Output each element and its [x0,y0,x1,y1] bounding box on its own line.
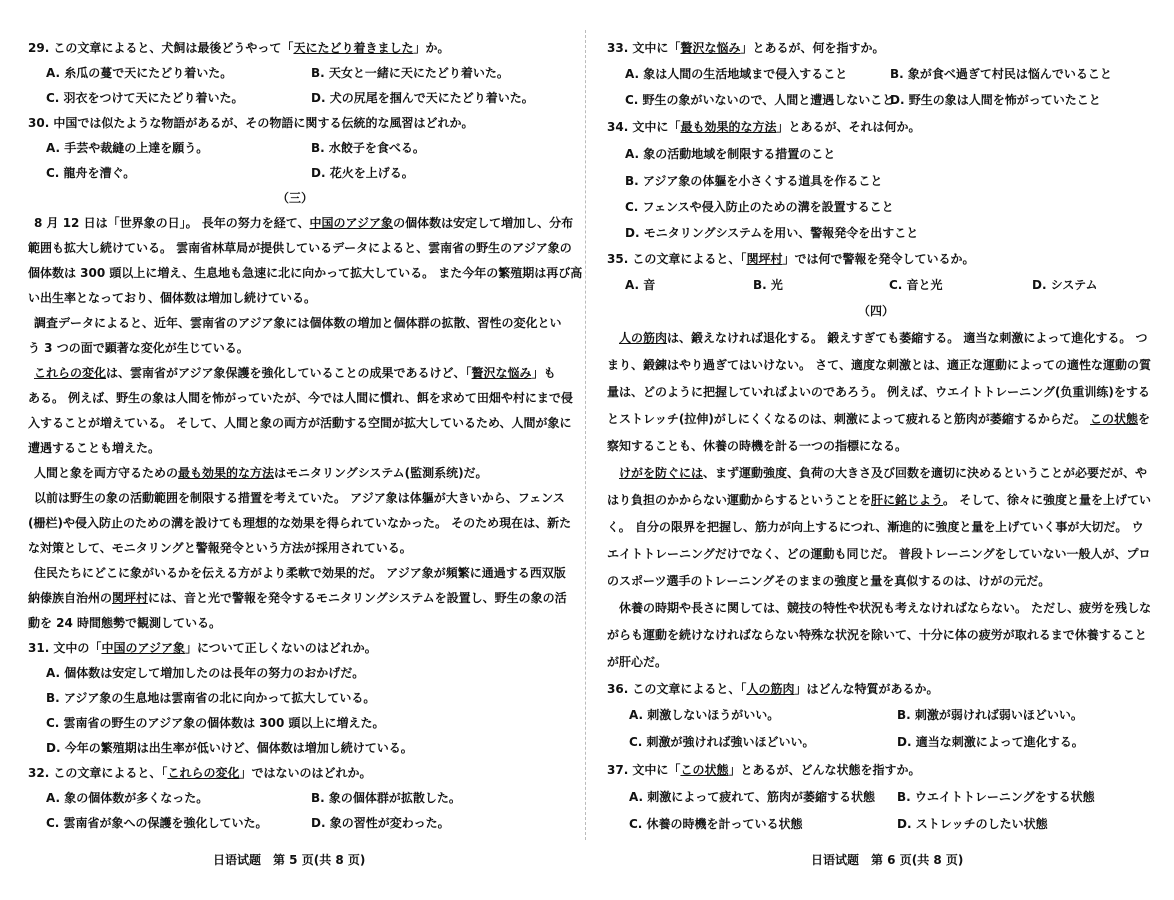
q32-option-d: D. 象の習性が変わった。 [311,816,450,830]
q37-option-c: C. 休養の時機を計っている状態 [629,817,803,831]
passage-line: のスポーツ選手のトレーニングそのままの強度と量を真似するのは、けがの元だ。 [607,574,1051,588]
q31-option-d: D. 今年の繁殖期は出生率が低いけど、個体数は増加し続けている。 [46,741,413,755]
question-37: 37. 文中に「この状態」とあるが、どんな状態を指すか。 [607,763,921,777]
q37-option-d: D. ストレッチのしたい状態 [897,817,1048,831]
q34-option-a: A. 象の活動地域を制限する措置のこと [625,147,836,161]
passage-line: 量は、どのように把握していればよいのであろう。 例えば、ウエイトトレーニング(负重训练)をする [607,385,1150,399]
q30-option-c: C. 龍舟を漕ぐ。 [46,166,136,180]
passage-line: ある。 例えば、野生の象は人間を怖がっていたが、今では人間に慣れ、餌を求めて田畑や村にまで侵 [28,391,573,405]
passage-line: 察知することも、休養の時機を計る一つの指標になる。 [607,439,908,453]
q33-option-c: C. 野生の象がいないので、人間と遭遇しないこと [625,93,895,107]
passage-line: 入することが増えている。 そして、人間と象の両方が活動する空間が拡大しているため、人間が象に [28,416,572,430]
passage-line: く。 自分の限界を把握し、筋力が向上するにつれ、漸進的に強度と量を上げていく事が大切だ。 ウ [607,520,1144,534]
q29-option-b: B. 天女と一緒に天にたどり着いた。 [311,66,509,80]
section-heading-3: （三） [276,191,313,205]
page-divider [585,30,586,840]
passage-line: エイトトレーニングだけでなく、どの運動も同じだ。 普段トレーニングをしていない一般人が、プロ [607,547,1151,561]
section-heading-4: （四） [857,304,894,318]
question-33: 33. 文中に「贅沢な悩み」とあるが、何を指すか。 [607,41,885,55]
passage-line: 納傣族自治州の関坪村には、音と光で警報を発令するモニタリングシステムを設置し、野生の象の活 [28,591,567,605]
q30-option-a: A. 手芸や裁縫の上達を願う。 [46,141,209,155]
q34-option-d: D. モニタリングシステムを用い、警報発令を出すこと [625,226,919,240]
question-35: 35. この文章によると、「関坪村」では何で警報を発令しているか。 [607,252,975,266]
passage-line: 休養の時期や長さに関しては、競技の特性や状況も考えなければならない。 ただし、疲労を残しな [619,601,1152,615]
q35-option-d: D. システム [1032,278,1098,292]
q30-option-d: D. 花火を上げる。 [311,166,414,180]
q32-option-b: B. 象の個体群が拡散した。 [311,791,461,805]
passage-line: まり、鍛錬はやり過ぎてはいけない。 さて、適度な刺激とは、適正な運動によっての適性な運動の質 [607,358,1151,372]
passage-line: 調査データによると、近年、雲南省のアジア象には個体数の増加と個体群の拡散、習性の変化とい [34,316,562,330]
q37-option-b: B. ウエイトトレーニングをする状態 [897,790,1095,804]
passage-line: これらの変化は、雲南省がアジア象保護を強化していることの成果であるけど、「贅沢な悩み」も [34,366,556,380]
q29-option-a: A. 糸瓜の蔓で天にたどり着いた。 [46,66,233,80]
q35-option-b: B. 光 [753,278,783,292]
q35-option-c: C. 音と光 [889,278,943,292]
q37-option-a: A. 刺激によって疲れて、筋肉が萎縮する状態 [629,790,876,804]
passage-line: はり負担のかからない運動からするということを肝に銘じよう。 そして、徐々に強度と量を上げてい [607,493,1151,507]
page-footer-left: 日语试题 第 5 页(共 8 页) [213,853,366,867]
q33-option-d: D. 野生の象は人間を怖がっていたこと [890,93,1101,107]
passage-line: 住民たちにどこに象がいるかを伝える方がより柔軟で効果的だ。 アジア象が頻繁に通過する西双版 [34,566,566,580]
passage-line: けがを防ぐには、まず運動強度、負荷の大きさ及び回数を適切に決めるということが必要だが、や [619,466,1148,480]
question-31: 31. 文中の「中国のアジア象」について正しくないのはどれか。 [28,641,377,655]
passage-line: 遭遇することも増えた。 [28,441,161,455]
question-32: 32. この文章によると、「これらの変化」ではないのはどれか。 [28,766,372,780]
passage-line: 人の筋肉は、鍛えなければ退化する。 鍛えすぎても萎縮する。 適当な刺激によって進化する。 つ [619,331,1148,345]
q32-option-a: A. 象の個体数が多くなった。 [46,791,209,805]
passage-line: い出生率となっており、個体数は増加し続けている。 [28,291,317,305]
passage-line: とストレッチ(拉伸)がしにくくなるのは、刺激によって疲れると筋肉が萎縮するからだ。 この状態を [607,412,1151,426]
question-36: 36. この文章によると、「人の筋肉」はどんな特質があるか。 [607,682,939,696]
passage-line: 範囲も拡大し続けている。 雲南省林草局が提供しているデータによると、雲南省の野生のアジア象の [28,241,572,255]
q34-option-c: C. フェンスや侵入防止のための溝を設置すること [625,200,894,214]
passage-line: 人間と象を両方守るための最も効果的な方法はモニタリングシステム(監測系统)だ。 [34,466,488,480]
q36-option-c: C. 刺激が強ければ強いほどいい。 [629,735,815,749]
q36-option-b: B. 刺激が弱ければ弱いほどいい。 [897,708,1083,722]
q31-option-b: B. アジア象の生息地は雲南省の北に向かって拡大している。 [46,691,376,705]
passage-line: がらも運動を続けなければならない特殊な状況を除いて、十分に体の疲労が取れるまで休養すること [607,628,1147,642]
passage-line: が肝心だ。 [607,655,668,669]
q31-option-a: A. 個体数は安定して増加したのは長年の努力のおかげだ。 [46,666,365,680]
q36-option-a: A. 刺激しないほうがいい。 [629,708,780,722]
q33-option-b: B. 象が食べ過ぎて村民は悩んでいること [890,67,1112,81]
q29-option-d: D. 犬の尻尾を掴んで天にたどり着いた。 [311,91,534,105]
q36-option-d: D. 適当な刺激によって進化する。 [897,735,1084,749]
page-footer-right: 日语试题 第 6 页(共 8 页) [811,853,964,867]
question-29: 29. この文章によると、犬飼は最後どうやって「天にたどり着きました」か。 [28,41,450,55]
passage-line: な対策として、モニタリングと警報発令という方法が採用されている。 [28,541,412,555]
q32-option-c: C. 雲南省が象への保護を強化していた。 [46,816,268,830]
q30-option-b: B. 水餃子を食べる。 [311,141,425,155]
q31-option-c: C. 雲南省の野生のアジア象の個体数は 300 頭以上に増えた。 [46,716,385,730]
passage-line: 以前は野生の象の活動範囲を制限する措置を考えていた。 アジア象は体軀が大きいから、フェンス [34,491,565,505]
q29-option-c: C. 羽衣をつけて天にたどり着いた。 [46,91,244,105]
q34-option-b: B. アジア象の体軀を小さくする道具を作ること [625,174,883,188]
passage-line: 個体数は 300 頭以上に増え、生息地も急速に北に向かって拡大している。 また今年の繁殖期は再び高 [28,266,583,280]
passage-line: う 3 つの面で顕著な変化が生じている。 [28,341,249,355]
passage-line: (栅栏)や侵入防止のための溝を設けても理想的な効果を得られていなかった。 そのため現在は、新た [28,516,572,530]
question-34: 34. 文中に「最も効果的な方法」とあるが、それは何か。 [607,120,921,134]
q35-option-a: A. 音 [625,278,656,292]
passage-line: 8 月 12 日は「世界象の日」。 長年の努力を経て、中国のアジア象の個体数は安定して増加し、分布 [34,216,574,230]
passage-line: 動を 24 時間態勢で観測している。 [28,616,222,630]
question-30: 30. 中国では似たような物語があるが、その物語に関する伝統的な風習はどれか。 [28,116,474,130]
q33-option-a: A. 象は人間の生活地域まで侵入すること [625,67,848,81]
